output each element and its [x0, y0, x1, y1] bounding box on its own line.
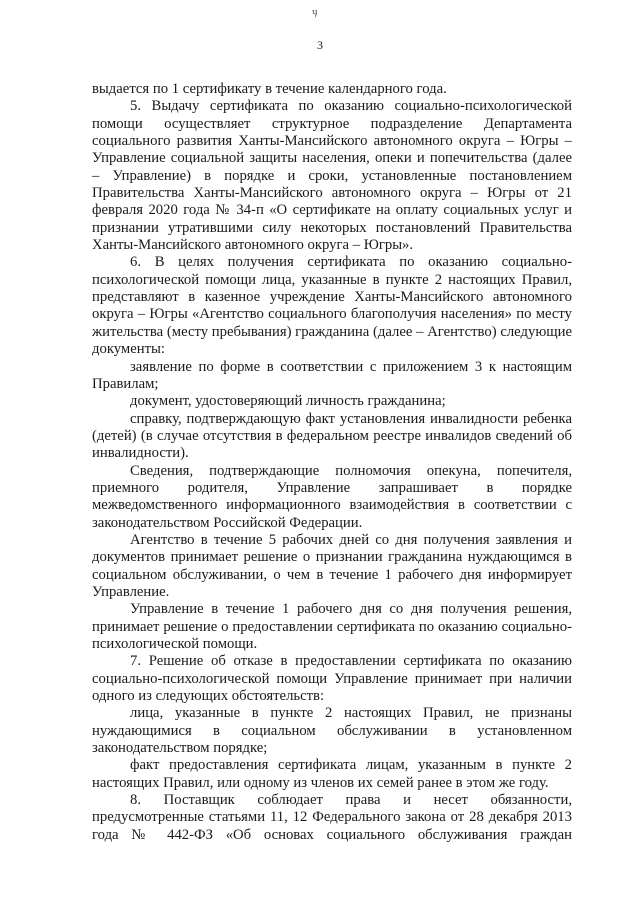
list-item-identity-document: документ, удостоверяющий личность гражданина; [130, 393, 446, 410]
scan-mark: ӌ [312, 6, 318, 18]
paragraph-management-decision: Управление в течение 1 рабочего дня со дня получения решения, принимает решение о предоставлении сертификата по оказанию социально-психологической помощи. [92, 601, 572, 652]
list-item-already-issued: факт предоставления сертификата лицам, указанным в пункте 2 настоящих Правил, или одному из членов их семей ранее в этом же году. [92, 757, 572, 791]
paragraph-item-6: 6. В целях получения сертификата по оказанию социально-психологической помощи лица, указанные в пункте 2 настоящих Правил, представляют в казенное учреждение Ханты-Мансийского автономного округа – Югры «Агентство социального благополучия населения» по месту жительства (месту пребывания) гражданина (далее – Агентство) следующие документы: [92, 254, 572, 358]
paragraph-item-5: 5. Выдачу сертификата по оказанию социально-психологической помощи осуществляет структурное подразделение Департамента социального развития Ханты-Мансийского автономного округа – Югры – Управление социальной защиты населения, опеки и попечительства (далее – Управление) в порядке и сроки, установленные постановлением Правительства Ханты-Мансийского автономного округа – Югры от 21 февраля 2020 года № 34-п «О сертификате на оплату социальных услуг и признании утратившими силу некоторых постановлений Правительства Ханты-Мансийского автономного округа – Югры». [92, 98, 572, 254]
paragraph-guardian-info: Сведения, подтверждающие полномочия опекуна, попечителя, приемного родителя, Управление запрашивает в порядке межведомственного информационного взаимодействия в соответствии с законодательством Российской Федерации. [92, 462, 572, 531]
document-body [92, 81, 572, 844]
list-item-not-in-need: лица, указанные в пункте 2 настоящих Правил, не признаны нуждающимися в социальном обслуживании в установленном законодательством порядке; [92, 705, 572, 757]
paragraph-agency-decision: Агентство в течение 5 рабочих дней со дня получения заявления и документов принимает решение о признании гражданина нуждающимся в социальном обслуживании, о чем в течение 1 рабочего дня информирует Управление. [92, 531, 572, 600]
list-item-application: заявление по форме в соответствии с приложением 3 к настоящим Правилам; [92, 358, 572, 392]
list-item-disability-certificate: справку, подтверждающую факт установления инвалидности ребенка (детей) (в случае отсутствия в федеральном реестре инвалидов сведений об инвалидности). [92, 410, 572, 462]
page-number: 3 [317, 38, 323, 52]
paragraph-continuation: выдается по 1 сертификату в течение календарного года. [92, 81, 447, 97]
paragraph-item-8: 8. Поставщик соблюдает права и несет обязанности, предусмотренные статьями 11, 12 Федерального закона от 28 декабря 2013 года № 442-ФЗ «Об основах социального обслуживания граждан [92, 792, 572, 843]
paragraph-item-7: 7. Решение об отказе в предоставлении сертификата по оказанию социально-психологической помощи Управление принимает при наличии одного из следующих обстоятельств: [92, 653, 572, 705]
